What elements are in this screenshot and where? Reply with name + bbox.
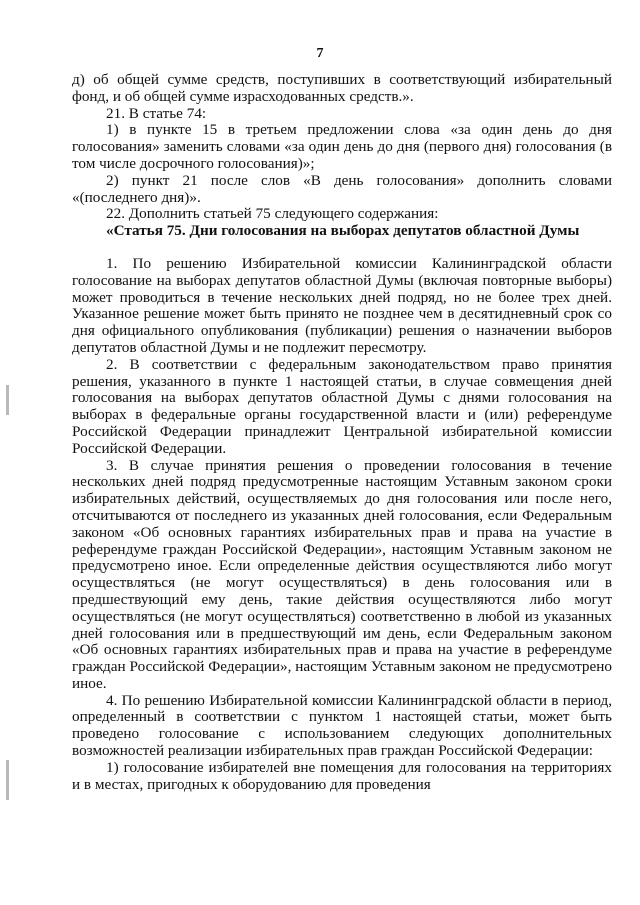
paragraph: д) об общей сумме средств, поступивших в соответствующий избирательный фонд, и об общей сумме израсходованных средств.». [72, 71, 612, 105]
paragraph: 1. По решению Избирательной комиссии Калининградской области голосование на выборах депутатов областной Думы (включая повторные выборы) может проводиться в течение нескольких дней подряд, но не более трех дней. Указанное решение может быть принято не позднее чем в десятидневный срок со дня официального опубликования (публикации) решения о назначении выборов депутатов областной Думы и не подлежит пересмотру. [72, 254, 612, 356]
paragraph: 2. В соответствии с федеральным законодательством право принятия решения, указанного в пункте 1 настоящей статьи, в случае совмещения дней голосования на выборах депутатов областной Думы с днями голосования на выборах в федеральные органы государственной власти и (или) референдуме Российской Федерации принадлежит Центральной избирательной комиссии Российской Федерации. [72, 355, 612, 457]
paragraph: 4. По решению Избирательной комиссии Калининградской области в период, определенный в соответствии с пунктом 1 настоящей статьи, может быть проведено голосование с использованием следующих дополнительных возможностей реализации избирательных прав граждан Российской Федерации: [72, 691, 612, 760]
paragraph: 3. В случае принятия решения о проведении голосования в течение нескольких дней подряд предусмотренные настоящим Уставным законом сроки избирательных действий, осуществляемых до дня голосования или после него, отсчитываются от последнего из указанных дней голосования, если Федеральным законом «Об основных гарантиях избирательных прав и права на участие в референдуме граждан Российской Федерации», настоящим Уставным законом не предусмотрено иное. Если определенные действия осуществляются либо могут осуществляться (не могут осуществляться) в день голосования или в предшествующий ему день, такие действия осуществляются либо могут осуществляться (не могут осуществляться) соответственно в любой из указанных дней голосования или в предшествующий им день, если Федеральным законом «Об основных гарантиях избирательных прав и права на участие в референдуме граждан Российской Федерации», настоящим Уставным законом не предусмотрено иное. [72, 456, 612, 692]
paragraph: 22. Дополнить статьей 75 следующего содержания: [106, 205, 439, 223]
paragraph: 21. В статье 74: [106, 104, 207, 122]
paragraph: 2) пункт 21 после слов «В день голосования» дополнить словами «(последнего дня)». [72, 171, 612, 206]
paragraph: 1) в пункте 15 в третьем предложении слова «за один день до дня голосования» заменить словами «за один день до дня (первого дня) голосования (в том числе досрочного голосования)»; [72, 121, 612, 172]
paragraph: 1) голосование избирателей вне помещения для голосования на территориях и в местах, пригодных к оборудованию для проведения [72, 758, 612, 793]
scan-margin-mark [6, 760, 9, 800]
document-body [72, 72, 612, 793]
scan-margin-mark [6, 385, 9, 415]
paragraph-gap [72, 240, 612, 256]
article-heading: «Статья 75. Дни голосования на выборах депутатов областной Думы [106, 222, 580, 240]
page-number: 7 [316, 46, 324, 61]
